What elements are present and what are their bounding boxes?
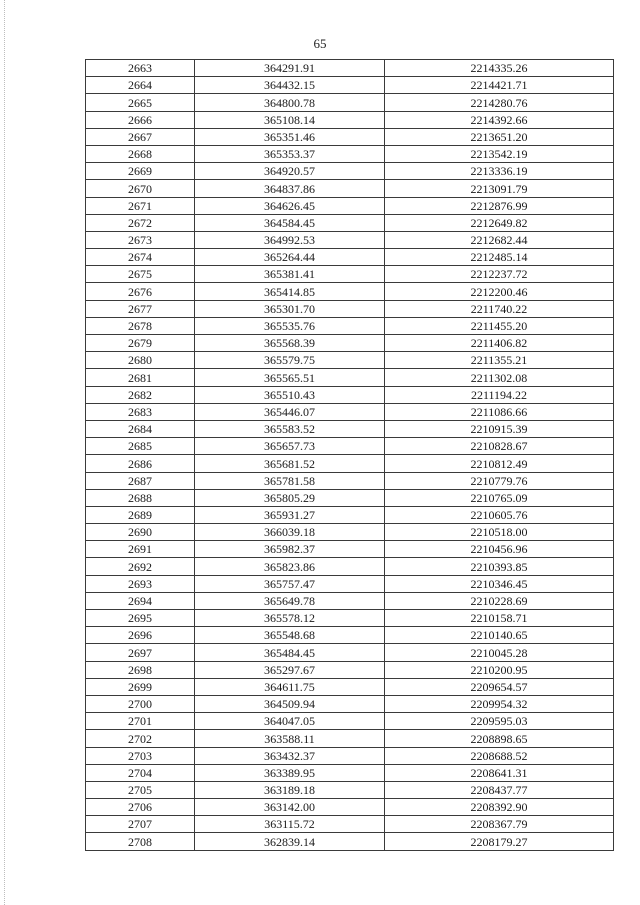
y-coordinate-cell: 2213091.79: [385, 180, 614, 197]
x-coordinate-cell: 365805.29: [195, 489, 385, 506]
x-coordinate-cell: 364920.57: [195, 163, 385, 180]
x-coordinate-cell: 364509.94: [195, 695, 385, 712]
point-number-cell: 2663: [86, 60, 195, 77]
y-coordinate-cell: 2210200.95: [385, 661, 614, 678]
table-row: [86, 661, 614, 678]
point-number-cell: 2691: [86, 541, 195, 558]
x-coordinate-cell: 365446.07: [195, 403, 385, 420]
table-row: [86, 524, 614, 541]
point-number-cell: 2703: [86, 747, 195, 764]
point-number-cell: 2706: [86, 799, 195, 816]
table-row: [86, 575, 614, 592]
coordinate-table-body: [86, 60, 614, 851]
table-row: [86, 197, 614, 214]
x-coordinate-cell: 364047.05: [195, 713, 385, 730]
point-number-cell: 2708: [86, 833, 195, 850]
table-row: [86, 781, 614, 798]
table-row: [86, 300, 614, 317]
x-coordinate-cell: 365649.78: [195, 592, 385, 609]
table-row: [86, 94, 614, 111]
table-row: [86, 266, 614, 283]
point-number-cell: 2680: [86, 352, 195, 369]
y-coordinate-cell: 2210456.96: [385, 541, 614, 558]
table-row: [86, 249, 614, 266]
table-row: [86, 730, 614, 747]
point-number-cell: 2672: [86, 214, 195, 231]
table-row: [86, 644, 614, 661]
y-coordinate-cell: 2211194.22: [385, 386, 614, 403]
x-coordinate-cell: 364626.45: [195, 197, 385, 214]
y-coordinate-cell: 2213542.19: [385, 145, 614, 162]
y-coordinate-cell: 2208688.52: [385, 747, 614, 764]
x-coordinate-cell: 365108.14: [195, 111, 385, 128]
table-row: [86, 695, 614, 712]
x-coordinate-cell: 364432.15: [195, 77, 385, 94]
point-number-cell: 2676: [86, 283, 195, 300]
point-number-cell: 2670: [86, 180, 195, 197]
point-number-cell: 2686: [86, 455, 195, 472]
y-coordinate-cell: 2212485.14: [385, 249, 614, 266]
point-number-cell: 2695: [86, 610, 195, 627]
point-number-cell: 2705: [86, 781, 195, 798]
table-row: [86, 283, 614, 300]
y-coordinate-cell: 2209954.32: [385, 695, 614, 712]
x-coordinate-cell: 365579.75: [195, 352, 385, 369]
x-coordinate-cell: 365548.68: [195, 627, 385, 644]
y-coordinate-cell: 2212649.82: [385, 214, 614, 231]
point-number-cell: 2697: [86, 644, 195, 661]
x-coordinate-cell: 365781.58: [195, 472, 385, 489]
x-coordinate-cell: 365301.70: [195, 300, 385, 317]
y-coordinate-cell: 2213336.19: [385, 163, 614, 180]
y-coordinate-cell: 2210045.28: [385, 644, 614, 661]
table-row: [86, 627, 614, 644]
x-coordinate-cell: 364291.91: [195, 60, 385, 77]
point-number-cell: 2669: [86, 163, 195, 180]
table-row: [86, 180, 614, 197]
table-row: [86, 231, 614, 248]
x-coordinate-cell: 366039.18: [195, 524, 385, 541]
y-coordinate-cell: 2211455.20: [385, 317, 614, 334]
table-row: [86, 111, 614, 128]
y-coordinate-cell: 2214335.26: [385, 60, 614, 77]
y-coordinate-cell: 2208898.65: [385, 730, 614, 747]
y-coordinate-cell: 2210228.69: [385, 592, 614, 609]
point-number-cell: 2677: [86, 300, 195, 317]
x-coordinate-cell: 365657.73: [195, 438, 385, 455]
table-row: [86, 678, 614, 695]
y-coordinate-cell: 2209595.03: [385, 713, 614, 730]
y-coordinate-cell: 2214392.66: [385, 111, 614, 128]
table-row: [86, 420, 614, 437]
x-coordinate-cell: 362839.14: [195, 833, 385, 850]
point-number-cell: 2666: [86, 111, 195, 128]
x-coordinate-cell: 364837.86: [195, 180, 385, 197]
table-row: [86, 77, 614, 94]
y-coordinate-cell: 2210915.39: [385, 420, 614, 437]
x-coordinate-cell: 365823.86: [195, 558, 385, 575]
table-row: [86, 489, 614, 506]
point-number-cell: 2693: [86, 575, 195, 592]
table-row: [86, 506, 614, 523]
x-coordinate-cell: 364992.53: [195, 231, 385, 248]
table-row: [86, 592, 614, 609]
point-number-cell: 2665: [86, 94, 195, 111]
table-row: [86, 833, 614, 850]
point-number-cell: 2707: [86, 816, 195, 833]
y-coordinate-cell: 2210346.45: [385, 575, 614, 592]
point-number-cell: 2700: [86, 695, 195, 712]
point-number-cell: 2687: [86, 472, 195, 489]
x-coordinate-cell: 364584.45: [195, 214, 385, 231]
coordinate-table: [85, 59, 614, 851]
x-coordinate-cell: 365583.52: [195, 420, 385, 437]
x-coordinate-cell: 363432.37: [195, 747, 385, 764]
point-number-cell: 2690: [86, 524, 195, 541]
x-coordinate-cell: 364611.75: [195, 678, 385, 695]
y-coordinate-cell: 2210393.85: [385, 558, 614, 575]
x-coordinate-cell: 365982.37: [195, 541, 385, 558]
point-number-cell: 2664: [86, 77, 195, 94]
y-coordinate-cell: 2208179.27: [385, 833, 614, 850]
point-number-cell: 2675: [86, 266, 195, 283]
table-row: [86, 816, 614, 833]
table-row: [86, 541, 614, 558]
y-coordinate-cell: 2208437.77: [385, 781, 614, 798]
point-number-cell: 2704: [86, 764, 195, 781]
point-number-cell: 2667: [86, 128, 195, 145]
point-number-cell: 2685: [86, 438, 195, 455]
table-row: [86, 472, 614, 489]
point-number-cell: 2699: [86, 678, 195, 695]
x-coordinate-cell: 365931.27: [195, 506, 385, 523]
y-coordinate-cell: 2211355.21: [385, 352, 614, 369]
x-coordinate-cell: 365484.45: [195, 644, 385, 661]
point-number-cell: 2679: [86, 335, 195, 352]
table-row: [86, 764, 614, 781]
x-coordinate-cell: 363142.00: [195, 799, 385, 816]
point-number-cell: 2683: [86, 403, 195, 420]
x-coordinate-cell: 365264.44: [195, 249, 385, 266]
x-coordinate-cell: 365297.67: [195, 661, 385, 678]
point-number-cell: 2688: [86, 489, 195, 506]
table-row: [86, 317, 614, 334]
point-number-cell: 2671: [86, 197, 195, 214]
y-coordinate-cell: 2211406.82: [385, 335, 614, 352]
point-number-cell: 2681: [86, 369, 195, 386]
y-coordinate-cell: 2212237.72: [385, 266, 614, 283]
table-row: [86, 438, 614, 455]
x-coordinate-cell: 363115.72: [195, 816, 385, 833]
x-coordinate-cell: 365353.37: [195, 145, 385, 162]
point-number-cell: 2692: [86, 558, 195, 575]
x-coordinate-cell: 365757.47: [195, 575, 385, 592]
x-coordinate-cell: 365535.76: [195, 317, 385, 334]
x-coordinate-cell: 364800.78: [195, 94, 385, 111]
table-row: [86, 713, 614, 730]
y-coordinate-cell: 2214421.71: [385, 77, 614, 94]
point-number-cell: 2678: [86, 317, 195, 334]
y-coordinate-cell: 2210779.76: [385, 472, 614, 489]
table-row: [86, 747, 614, 764]
y-coordinate-cell: 2210158.71: [385, 610, 614, 627]
table-row: [86, 352, 614, 369]
y-coordinate-cell: 2212682.44: [385, 231, 614, 248]
table-row: [86, 455, 614, 472]
y-coordinate-cell: 2211086.66: [385, 403, 614, 420]
y-coordinate-cell: 2211740.22: [385, 300, 614, 317]
x-coordinate-cell: 363588.11: [195, 730, 385, 747]
table-row: [86, 335, 614, 352]
table-row: [86, 386, 614, 403]
page-number: 65: [313, 36, 327, 51]
y-coordinate-cell: 2208392.90: [385, 799, 614, 816]
table-row: [86, 369, 614, 386]
x-coordinate-cell: 365351.46: [195, 128, 385, 145]
y-coordinate-cell: 2210828.67: [385, 438, 614, 455]
table-row: [86, 214, 614, 231]
scan-edge-line: [4, 0, 5, 905]
y-coordinate-cell: 2212200.46: [385, 283, 614, 300]
point-number-cell: 2668: [86, 145, 195, 162]
table-row: [86, 403, 614, 420]
point-number-cell: 2689: [86, 506, 195, 523]
x-coordinate-cell: 365414.85: [195, 283, 385, 300]
point-number-cell: 2702: [86, 730, 195, 747]
table-row: [86, 610, 614, 627]
y-coordinate-cell: 2210605.76: [385, 506, 614, 523]
table-row: [86, 558, 614, 575]
x-coordinate-cell: 365510.43: [195, 386, 385, 403]
y-coordinate-cell: 2210765.09: [385, 489, 614, 506]
y-coordinate-cell: 2208367.79: [385, 816, 614, 833]
point-number-cell: 2674: [86, 249, 195, 266]
table-row: [86, 145, 614, 162]
table-row: [86, 799, 614, 816]
table-row: [86, 163, 614, 180]
y-coordinate-cell: 2209654.57: [385, 678, 614, 695]
x-coordinate-cell: 365681.52: [195, 455, 385, 472]
point-number-cell: 2682: [86, 386, 195, 403]
point-number-cell: 2673: [86, 231, 195, 248]
point-number-cell: 2696: [86, 627, 195, 644]
point-number-cell: 2698: [86, 661, 195, 678]
y-coordinate-cell: 2211302.08: [385, 369, 614, 386]
y-coordinate-cell: 2213651.20: [385, 128, 614, 145]
point-number-cell: 2694: [86, 592, 195, 609]
y-coordinate-cell: 2212876.99: [385, 197, 614, 214]
y-coordinate-cell: 2214280.76: [385, 94, 614, 111]
x-coordinate-cell: 365381.41: [195, 266, 385, 283]
y-coordinate-cell: 2210140.65: [385, 627, 614, 644]
table-row: [86, 60, 614, 77]
y-coordinate-cell: 2210812.49: [385, 455, 614, 472]
table-row: [86, 128, 614, 145]
y-coordinate-cell: 2210518.00: [385, 524, 614, 541]
x-coordinate-cell: 363189.18: [195, 781, 385, 798]
x-coordinate-cell: 363389.95: [195, 764, 385, 781]
y-coordinate-cell: 2208641.31: [385, 764, 614, 781]
x-coordinate-cell: 365565.51: [195, 369, 385, 386]
point-number-cell: 2701: [86, 713, 195, 730]
x-coordinate-cell: 365578.12: [195, 610, 385, 627]
point-number-cell: 2684: [86, 420, 195, 437]
x-coordinate-cell: 365568.39: [195, 335, 385, 352]
